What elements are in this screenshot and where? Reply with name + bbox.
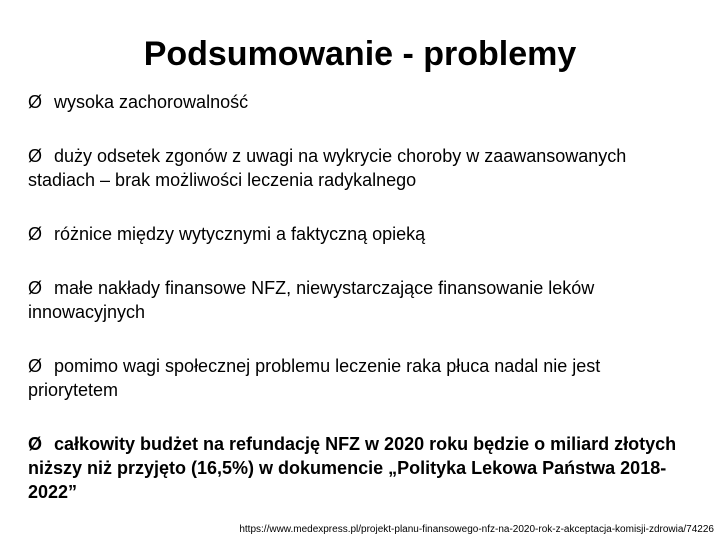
bullet-item xyxy=(28,222,693,246)
bullet-text: różnice między wytycznymi a faktyczną opieką xyxy=(54,224,426,244)
bullet-text: małe nakłady finansowe NFZ, niewystarczające finansowanie leków innowacyjnych xyxy=(28,278,595,322)
arrow-bullet-icon: Ø xyxy=(28,434,43,454)
bullet-item xyxy=(28,144,693,192)
bullet-item xyxy=(28,354,693,402)
bullet-text: wysoka zachorowalność xyxy=(54,92,249,112)
arrow-bullet-icon: Ø xyxy=(28,278,43,298)
bullet-list xyxy=(28,90,693,534)
bullet-item-highlighted xyxy=(28,432,693,504)
bullet-text: duży odsetek zgonów z uwagi na wykrycie choroby w zaawansowanych stadiach – brak możliwości leczenia radykalnego xyxy=(28,146,627,190)
arrow-bullet-icon: Ø xyxy=(28,224,43,244)
bullet-item xyxy=(28,90,693,114)
arrow-bullet-icon: Ø xyxy=(28,356,43,376)
source-link[interactable]: https://www.medexpress.pl/projekt-planu-finansowego-nfz-na-2020-rok-z-akceptacja-komisji-zdrowia/74226 xyxy=(239,524,714,535)
arrow-bullet-icon: Ø xyxy=(28,146,43,166)
arrow-bullet-icon: Ø xyxy=(28,92,43,112)
slide-title: Podsumowanie - problemy xyxy=(143,35,577,73)
bullet-text: całkowity budżet na refundację NFZ w 2020 roku będzie o miliard złotych niższy niż przyjęto (16,5%) w dokumencie „Polityka Lekowa Państwa 2018-2022” xyxy=(28,434,677,502)
bullet-text: pomimo wagi społecznej problemu leczenie raka płuca nadal nie jest priorytetem xyxy=(28,356,601,400)
bullet-item xyxy=(28,276,693,324)
